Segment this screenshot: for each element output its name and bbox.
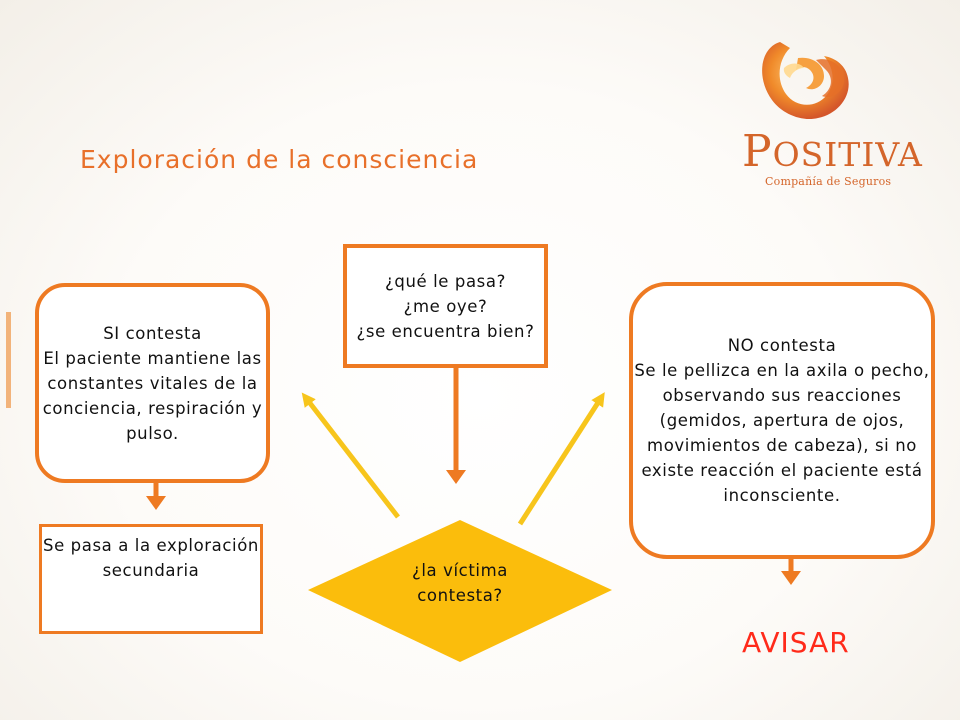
no-answer-box bbox=[629, 282, 935, 559]
yes-answer-box bbox=[35, 283, 270, 483]
secondary-exploration-text: Se pasa a la exploración secundaria bbox=[43, 536, 259, 580]
question-box bbox=[343, 244, 548, 368]
arrow-decision-to-no bbox=[520, 398, 601, 524]
yes-answer-text: SI contesta El paciente mantiene las constantes vitales de la conciencia, respiración y pulso. bbox=[42, 323, 263, 443]
logo-subtitle: Compañía de Seguros bbox=[765, 175, 892, 188]
avisar-label: AVISAR bbox=[742, 626, 850, 659]
arrowhead-yes-to-secondary bbox=[146, 496, 166, 510]
slide-title: Exploración de la consciencia bbox=[80, 145, 479, 174]
arrowhead-question-to-decision bbox=[446, 470, 466, 484]
logo-wordmark: POSITIVA bbox=[742, 126, 923, 177]
decision-label: ¿la víctima contesta? bbox=[412, 561, 508, 605]
no-answer-text: NO contesta Se le pellizca en la axila o pecho, observando sus reacciones (gemidos, apertura de ojos, movimientos de cabeza), si no existe reacción el paciente está inconsciente. bbox=[634, 336, 930, 505]
secondary-exploration-box bbox=[39, 524, 263, 634]
question-text: ¿qué le pasa? ¿me oye? ¿se encuentra bien? bbox=[356, 271, 535, 341]
arrowhead-no-to-avisar bbox=[781, 571, 801, 585]
arrow-decision-to-yes bbox=[306, 398, 398, 517]
